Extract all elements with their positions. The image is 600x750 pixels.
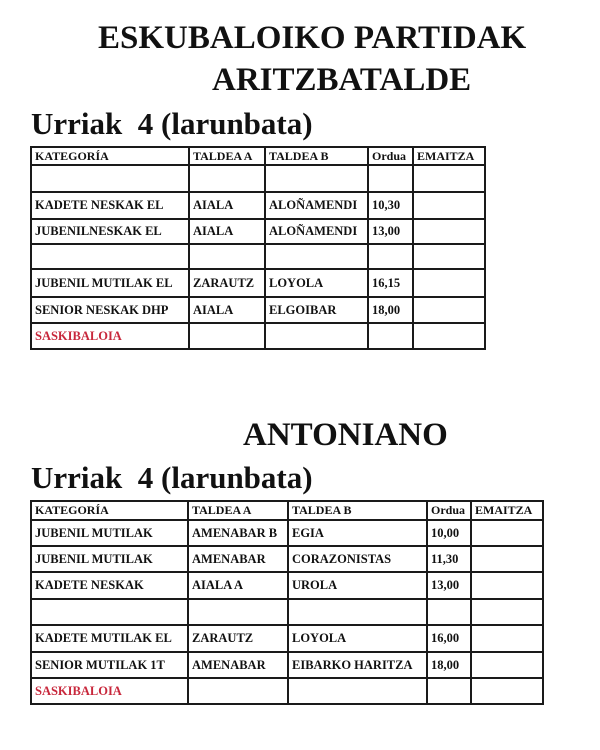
cell-taldea-b: EIBARKO HARITZA bbox=[288, 652, 427, 678]
cell-kategoria bbox=[31, 244, 189, 269]
cell-ordua bbox=[427, 678, 471, 704]
cell-ordua bbox=[368, 165, 413, 192]
table-row bbox=[31, 219, 485, 244]
cell-emaitza bbox=[413, 244, 485, 269]
column-header-emaitza: EMAITZA bbox=[471, 501, 543, 520]
table-row bbox=[31, 297, 485, 323]
cell-emaitza bbox=[413, 323, 485, 349]
cell-emaitza bbox=[471, 572, 543, 599]
cell-kategoria: KADETE NESKAK EL bbox=[31, 192, 189, 219]
cell-taldea-b: ELGOIBAR bbox=[265, 297, 368, 323]
table-row bbox=[31, 599, 543, 625]
cell-taldea-a: AMENABAR bbox=[188, 652, 288, 678]
table-header-row bbox=[31, 501, 543, 520]
cell-kategoria: SENIOR MUTILAK 1T bbox=[31, 652, 188, 678]
cell-taldea-b: CORAZONISTAS bbox=[288, 546, 427, 572]
column-header-kategoria: KATEGORÍA bbox=[31, 501, 188, 520]
cell-taldea-a: ZARAUTZ bbox=[189, 269, 265, 297]
document-title: ESKUBALOIKO PARTIDAK bbox=[98, 20, 527, 56]
cell-taldea-b bbox=[288, 678, 427, 704]
cell-taldea-a bbox=[189, 323, 265, 349]
cell-ordua: 18,00 bbox=[427, 652, 471, 678]
table-row bbox=[31, 269, 485, 297]
cell-taldea-a: AMENABAR B bbox=[188, 520, 288, 546]
cell-ordua: 13,00 bbox=[427, 572, 471, 599]
cell-kategoria: KADETE MUTILAK EL bbox=[31, 625, 188, 652]
cell-taldea-b: ALOÑAMENDI bbox=[265, 192, 368, 219]
cell-kategoria: JUBENIL MUTILAK bbox=[31, 520, 188, 546]
table-row-saskibaloia bbox=[31, 678, 543, 704]
venue-title-antoniano: ANTONIANO bbox=[243, 417, 448, 453]
cell-kategoria bbox=[31, 165, 189, 192]
cell-taldea-b bbox=[265, 165, 368, 192]
schedule-table-aritzbatalde bbox=[30, 146, 486, 350]
cell-taldea-b: LOYOLA bbox=[288, 625, 427, 652]
column-header-emaitza: EMAITZA bbox=[413, 147, 485, 165]
cell-kategoria: JUBENIL MUTILAK EL bbox=[31, 269, 189, 297]
cell-ordua: 18,00 bbox=[368, 297, 413, 323]
column-header-taldea-a: TALDEA A bbox=[189, 147, 265, 165]
schedule-table-antoniano bbox=[30, 500, 544, 705]
cell-ordua: 13,00 bbox=[368, 219, 413, 244]
cell-taldea-b: EGIA bbox=[288, 520, 427, 546]
cell-ordua bbox=[427, 599, 471, 625]
table-row bbox=[31, 244, 485, 269]
cell-taldea-b bbox=[288, 599, 427, 625]
table-row bbox=[31, 520, 543, 546]
cell-taldea-a: AIALA bbox=[189, 297, 265, 323]
cell-ordua: 10,00 bbox=[427, 520, 471, 546]
column-header-ordua: Ordua bbox=[368, 147, 413, 165]
cell-kategoria: JUBENIL MUTILAK bbox=[31, 546, 188, 572]
column-header-kategoria: KATEGORÍA bbox=[31, 147, 189, 165]
cell-kategoria: KADETE NESKAK bbox=[31, 572, 188, 599]
cell-emaitza bbox=[413, 192, 485, 219]
saskibaloia-label: SASKIBALOIA bbox=[31, 678, 188, 704]
cell-ordua bbox=[368, 244, 413, 269]
table-row bbox=[31, 652, 543, 678]
cell-taldea-a: AIALA bbox=[189, 192, 265, 219]
cell-taldea-a: AIALA A bbox=[188, 572, 288, 599]
table-row bbox=[31, 572, 543, 599]
cell-taldea-a bbox=[188, 678, 288, 704]
cell-emaitza bbox=[471, 625, 543, 652]
cell-emaitza bbox=[413, 269, 485, 297]
cell-ordua: 11,30 bbox=[427, 546, 471, 572]
column-header-ordua: Ordua bbox=[427, 501, 471, 520]
cell-taldea-b bbox=[265, 323, 368, 349]
cell-emaitza bbox=[413, 297, 485, 323]
table-row bbox=[31, 165, 485, 192]
cell-taldea-b: UROLA bbox=[288, 572, 427, 599]
cell-taldea-b: LOYOLA bbox=[265, 269, 368, 297]
cell-taldea-a: AIALA bbox=[189, 219, 265, 244]
cell-taldea-a: ZARAUTZ bbox=[188, 625, 288, 652]
table-row bbox=[31, 625, 543, 652]
table-row bbox=[31, 546, 543, 572]
cell-kategoria bbox=[31, 599, 188, 625]
cell-taldea-a: AMENABAR bbox=[188, 546, 288, 572]
cell-emaitza bbox=[471, 678, 543, 704]
cell-emaitza bbox=[413, 165, 485, 192]
cell-taldea-b: ALOÑAMENDI bbox=[265, 219, 368, 244]
section2-date: Urriak 4 (larunbata) bbox=[31, 460, 313, 495]
cell-ordua: 16,00 bbox=[427, 625, 471, 652]
cell-kategoria: SENIOR NESKAK DHP bbox=[31, 297, 189, 323]
cell-taldea-a bbox=[189, 165, 265, 192]
cell-ordua: 10,30 bbox=[368, 192, 413, 219]
table-header-row bbox=[31, 147, 485, 165]
cell-emaitza bbox=[413, 219, 485, 244]
cell-emaitza bbox=[471, 599, 543, 625]
column-header-taldea-b: TALDEA B bbox=[288, 501, 427, 520]
cell-emaitza bbox=[471, 546, 543, 572]
column-header-taldea-b: TALDEA B bbox=[265, 147, 368, 165]
table-row bbox=[31, 192, 485, 219]
cell-emaitza bbox=[471, 652, 543, 678]
cell-taldea-a bbox=[188, 599, 288, 625]
saskibaloia-label: SASKIBALOIA bbox=[31, 323, 189, 349]
section1-date: Urriak 4 (larunbata) bbox=[31, 106, 313, 141]
cell-emaitza bbox=[471, 520, 543, 546]
cell-taldea-a bbox=[189, 244, 265, 269]
cell-ordua bbox=[368, 323, 413, 349]
cell-ordua: 16,15 bbox=[368, 269, 413, 297]
table-row-saskibaloia bbox=[31, 323, 485, 349]
venue-title-aritzbatalde: ARITZBATALDE bbox=[212, 62, 472, 98]
cell-kategoria: JUBENILNESKAK EL bbox=[31, 219, 189, 244]
cell-taldea-b bbox=[265, 244, 368, 269]
column-header-taldea-a: TALDEA A bbox=[188, 501, 288, 520]
